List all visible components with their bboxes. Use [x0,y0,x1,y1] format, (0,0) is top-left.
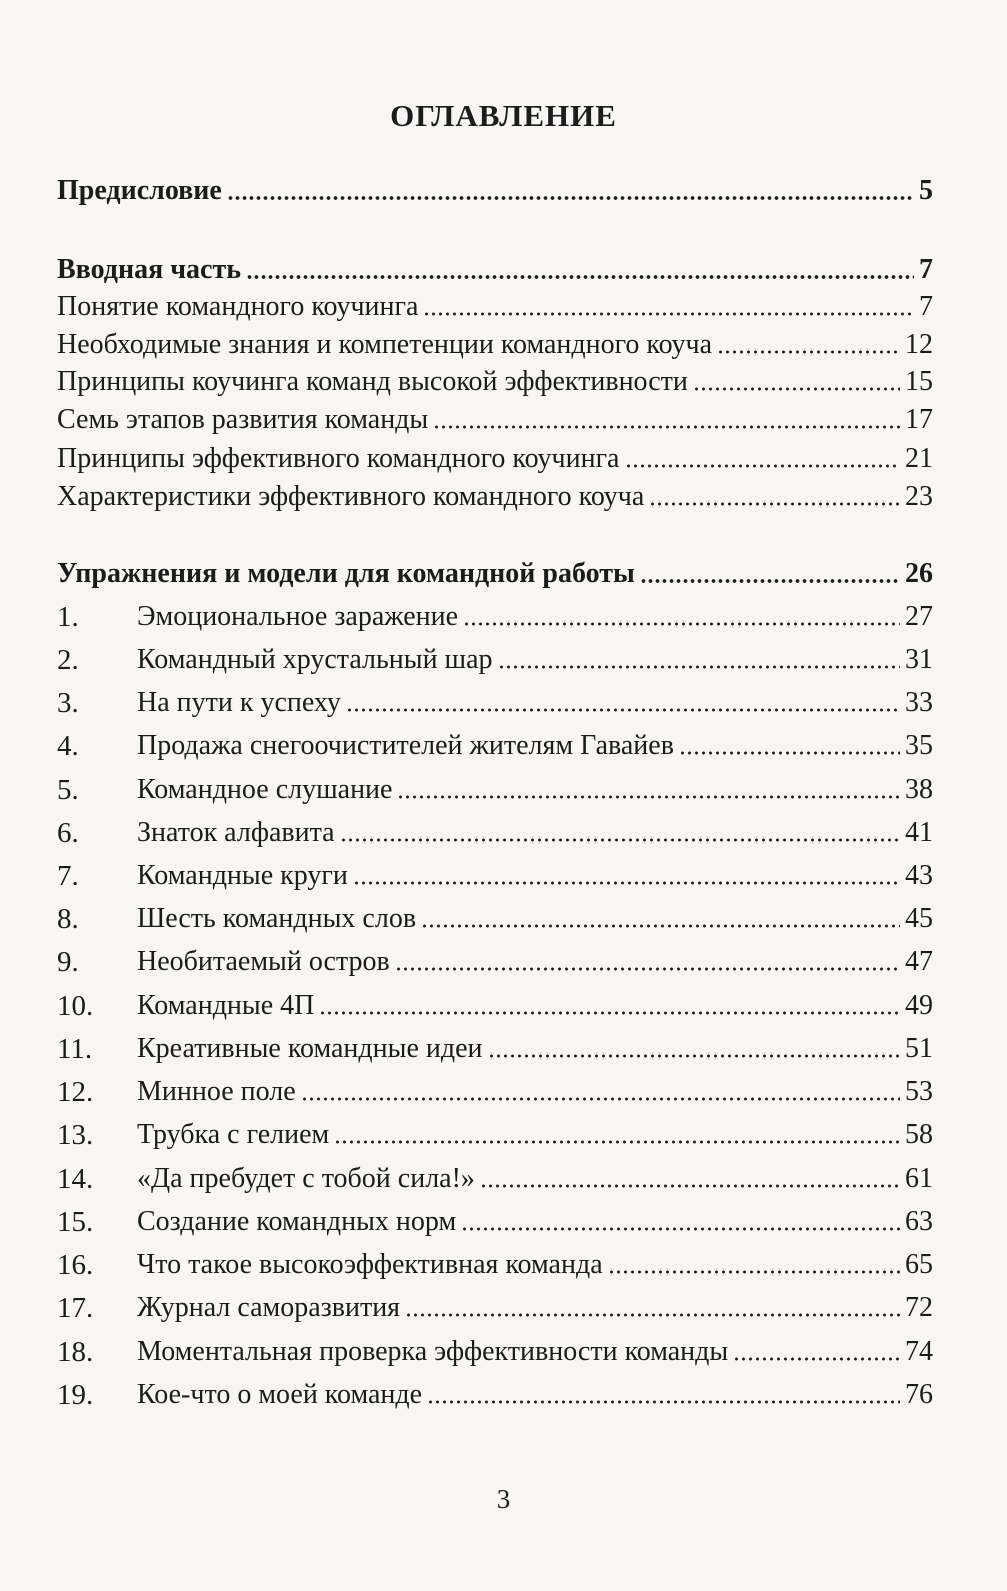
dot-leader [625,463,901,469]
toc-entry-page: 65 [905,1249,933,1280]
toc-entry [57,641,933,679]
toc-entry-page: 27 [905,601,933,632]
toc-entry-label: Вводная часть [57,254,242,285]
toc-entry-label: Командные 4П [137,990,315,1021]
dot-leader [463,621,900,627]
toc-entry-page: 61 [905,1163,933,1194]
toc-entry [57,1073,933,1111]
toc-entry [57,555,933,593]
toc-entry-label: Командное слушание [137,774,393,805]
toc-entry-label: Предисловие [57,175,222,206]
dot-leader [693,386,900,392]
toc-entry-page: 21 [905,443,933,474]
toc-entry-number: 12. [57,1076,94,1108]
toc-entry-number: 15. [57,1206,94,1238]
toc-entry-label: Эмоциональное заражение [137,601,459,632]
toc-entry-number: 8. [57,903,79,935]
toc-entry-label: Принципы эффективного командного коучинга [57,443,620,474]
toc-entry [57,727,933,765]
dot-leader [301,1096,900,1102]
toc-entry [57,363,933,401]
toc-entry-number: 16. [57,1249,94,1281]
toc-entry-number: 9. [57,946,79,978]
page-number: 3 [496,1484,511,1514]
toc-entry-number: 2. [57,644,79,676]
dot-leader [423,311,914,317]
toc-entry [57,814,933,852]
toc-entry-page: 74 [905,1336,933,1367]
toc-entry-label: Командные круги [137,860,348,891]
toc-entry-number: 17. [57,1292,94,1324]
toc-entry-label: На пути к успеху [137,687,341,718]
toc-entry-label: Необитаемый остров [137,946,390,977]
dot-leader [733,1356,900,1362]
toc-entry [57,440,933,478]
toc-entry-number: 14. [57,1163,94,1195]
toc-entry [57,598,933,636]
toc-entry-page: 26 [905,558,933,589]
toc-entry-number: 18. [57,1336,94,1368]
dot-leader [340,837,900,843]
dot-leader [640,578,900,584]
toc-entry [57,401,933,439]
toc-entry [57,1203,933,1241]
toc-entry [57,1289,933,1327]
toc-entry [57,1160,933,1198]
toc-entry-label: Командный хрустальный шар [137,644,493,675]
dot-leader [498,664,900,670]
dot-leader [433,424,900,430]
toc-entry-label: Знаток алфавита [137,817,335,848]
toc-entry-label: Трубка с гелием [137,1119,330,1150]
toc-entry-label: Креативные командные идеи [137,1033,483,1064]
toc-entry [57,172,933,210]
toc-entry [57,326,933,364]
toc-entry-page: 41 [905,817,933,848]
toc-entry-page: 51 [905,1033,933,1064]
toc-entry [57,1376,933,1414]
dot-leader [397,794,900,800]
toc-entry-number: 4. [57,730,79,762]
toc-entry [57,900,933,938]
toc-entry-page: 15 [905,366,933,397]
toc-entry-page: 38 [905,774,933,805]
toc-entry-page: 7 [919,254,933,285]
toc-entry [57,251,933,289]
toc-entry-number: 10. [57,990,94,1022]
toc-entry-label: Моментальная проверка эффективности команды [137,1336,729,1367]
toc-entry-number: 1. [57,601,79,633]
toc-entry-label: Журнал саморазвития [137,1292,401,1323]
toc-entry-page: 49 [905,990,933,1021]
dot-leader [405,1312,900,1318]
toc-entry-number: 11. [57,1033,93,1065]
dot-leader [480,1183,900,1189]
toc-entry [57,478,933,516]
toc-entry [57,1030,933,1068]
dot-leader [461,1226,900,1232]
dot-leader [346,707,900,713]
toc-entry-page: 58 [905,1119,933,1150]
toc-entry-page: 72 [905,1292,933,1323]
toc-entry [57,943,933,981]
toc-entry [57,1333,933,1371]
dot-leader [427,1399,900,1405]
toc-entry-label: Необходимые знания и компетенции командного коуча [57,329,713,360]
toc-entry-label: Минное поле [137,1076,296,1107]
toc-entry-page: 12 [905,329,933,360]
toc-entry-label: «Да пребудет с тобой сила!» [137,1163,475,1194]
dot-leader [319,1010,900,1016]
toc-entry-page: 31 [905,644,933,675]
toc-entry-label: Продажа снегоочистителей жителям Гавайев [137,730,674,761]
dot-leader [395,966,900,972]
toc-entry-label: Кое-что о моей команде [137,1379,423,1410]
toc-entry-page: 76 [905,1379,933,1410]
toc-entry-page: 33 [905,687,933,718]
toc-entry-number: 19. [57,1379,94,1411]
dot-leader [488,1053,900,1059]
toc-entry-number: 5. [57,774,79,806]
dot-leader [353,880,900,886]
toc-entry [57,1246,933,1284]
toc-entry-label: Шесть командных слов [137,903,417,934]
toc-entry-label: Принципы коучинга команд высокой эффективности [57,366,688,397]
toc-entry-page: 63 [905,1206,933,1237]
dot-leader [717,349,900,355]
toc-entry [57,684,933,722]
toc-entry-label: Характеристики эффективного командного коуча [57,481,645,512]
toc-entry-label: Понятие командного коучинга [57,291,419,322]
toc-entry [57,857,933,895]
toc-entry-page: 5 [919,175,933,206]
toc-entry-page: 53 [905,1076,933,1107]
toc-entry-label: Упражнения и модели для командной работы [57,558,635,589]
toc-entry-number: 3. [57,687,79,719]
toc-entry-number: 6. [57,817,79,849]
toc-entry-page: 7 [919,291,933,322]
toc-entry-page: 17 [905,404,933,435]
toc-entry [57,288,933,326]
dot-leader [334,1139,900,1145]
toc-title: ОГЛАВЛЕНИЕ [390,98,617,133]
toc-entry [57,987,933,1025]
toc-entry-number: 7. [57,860,79,892]
dot-leader [649,501,900,507]
dot-leader [246,274,914,280]
dot-leader [421,923,900,929]
dot-leader [227,195,914,201]
toc-entry [57,1116,933,1154]
toc-entry-number: 13. [57,1119,94,1151]
toc-entry-label: Что такое высокоэффективная команда [137,1249,603,1280]
toc-entry-page: 43 [905,860,933,891]
toc-entry [57,771,933,809]
toc-entry-label: Семь этапов развития команды [57,404,429,435]
dot-leader [608,1269,900,1275]
toc-entry-page: 45 [905,903,933,934]
toc-entry-page: 35 [905,730,933,761]
toc-entry-page: 47 [905,946,933,977]
dot-leader [679,750,900,756]
toc-entry-label: Создание командных норм [137,1206,457,1237]
toc-entry-page: 23 [905,481,933,512]
